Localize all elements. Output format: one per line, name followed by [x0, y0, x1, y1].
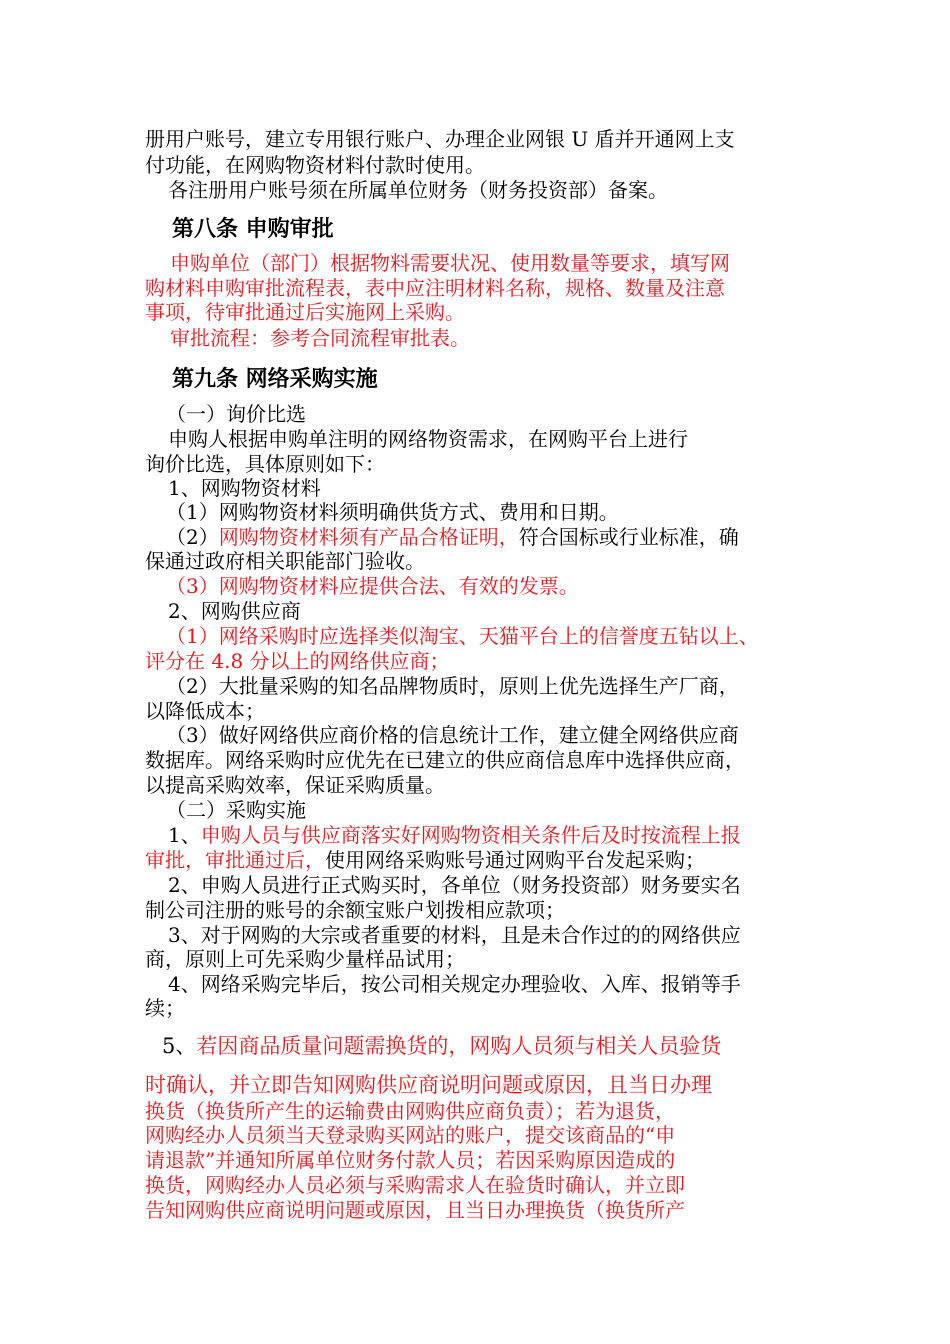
- paragraph-line: 以提高采购效率，保证采购质量。: [145, 773, 445, 797]
- paragraph-line: （2）大批量采购的知名品牌物质时，原则上优先选择生产厂商，: [166, 674, 739, 698]
- paragraph-line: 事项，待审批通过后实施网上采购。: [145, 300, 465, 324]
- paragraph-line: 以降低成本；: [145, 699, 265, 723]
- paragraph-line: 保通过政府相关职能部门验收。: [145, 549, 425, 573]
- paragraph-line: 册用户账号，建立专用银行账户、办理企业网银 U 盾并开通网上支: [145, 127, 735, 151]
- paragraph-line: [168, 822, 741, 848]
- text-span: 若因商品质量问题需换货的，网购人员须与相关人员验货: [196, 1034, 722, 1058]
- paragraph-line: 3、对于网购的大宗或者重要的材料，且是未合作过的的网络供应: [168, 923, 741, 947]
- paragraph-line: 付功能，在网购物资材料付款时使用。: [145, 153, 485, 177]
- paragraph-line: [162, 1033, 721, 1059]
- paragraph-line: 续；: [145, 996, 185, 1020]
- paragraph-line: 2、网购供应商: [168, 599, 301, 623]
- paragraph-line: 时确认，并立即告知网购供应商说明问题或原因，且当日办理: [145, 1073, 712, 1097]
- paragraph-line: [166, 524, 739, 550]
- paragraph-line: 网购经办人员须当天登录购买网站的账户，提交该商品的“申: [145, 1123, 676, 1147]
- paragraph-line: （一）询价比选: [166, 402, 306, 426]
- paragraph-line: 请退款”并通知所属单位财务付款人员；若因采购原因造成的: [145, 1148, 676, 1172]
- paragraph-line: [145, 847, 705, 873]
- section-heading-article-9: 第九条 网络采购实施: [172, 367, 378, 392]
- paragraph-line: 4、网络采购完毕后，按公司相关规定办理验收、入库、报销等手: [168, 972, 741, 996]
- paragraph-line: 2、申购人员进行正式购买时，各单位（财务投资部）财务要实名: [168, 873, 741, 897]
- text-span: 网购物资材料须有产品合格证明，: [218, 525, 519, 549]
- section-heading-article-8: 第八条 申购审批: [172, 217, 334, 242]
- paragraph-line: 告知网购供应商说明问题或原因，且当日办理换货（换货所产: [145, 1198, 685, 1222]
- paragraph-line: 评分在 4.8 分以上的网络供应商；: [145, 649, 450, 673]
- paragraph-line: 制公司注册的账号的余额宝账户划拨相应款项；: [145, 898, 565, 922]
- paragraph-line: （二）采购实施: [166, 798, 306, 822]
- text-span: 审批，审批通过后，: [145, 848, 325, 872]
- paragraph-line: 审批流程：参考合同流程审批表。: [170, 326, 470, 350]
- paragraph-line: 换货，网购经办人员必须与采购需求人在验货时确认，并立即: [145, 1173, 685, 1197]
- paragraph-line: 申购人根据申购单注明的网络物资需求，在网购平台上进行: [168, 427, 688, 451]
- text-span: 符合国标或行业标准，确: [518, 525, 739, 549]
- text-span: （2）: [166, 525, 219, 549]
- paragraph-line: （1）网购物资材料须明确供货方式、费用和日期。: [166, 500, 619, 524]
- text-span: 申购人员与供应商落实好网购物资相关条件后及时按流程上报: [200, 823, 741, 847]
- text-span: 5、: [162, 1034, 197, 1058]
- paragraph-line: 购材料申购审批流程表，表中应注明材料名称，规格、数量及注意: [145, 276, 725, 300]
- paragraph-line: 申购单位（部门）根据物料需要状况、使用数量等要求，填写网: [170, 251, 730, 275]
- paragraph-line: 1、网购物资材料: [168, 476, 321, 500]
- paragraph-line: （1）网络采购时应选择类似淘宝、天猫平台上的信誉度五钻以上、: [166, 624, 759, 648]
- paragraph-line: 换货（换货所产生的运输费由网购供应商负责）；若为退货，: [145, 1099, 675, 1123]
- paragraph-line: 商，原则上可先采购少量样品试用；: [145, 947, 465, 971]
- text-span: 1、: [168, 823, 201, 847]
- paragraph-line: 数据库。网络采购时应优先在已建立的供应商信息库中选择供应商，: [145, 748, 745, 772]
- paragraph-line: 询价比选，具体原则如下：: [145, 452, 385, 476]
- paragraph-line: 各注册用户账号须在所属单位财务（财务投资部）备案。: [168, 178, 668, 202]
- paragraph-line: （3）网购物资材料应提供合法、有效的发票。: [166, 574, 579, 598]
- text-span: 使用网络采购账号通过网购平台发起采购；: [325, 848, 705, 872]
- paragraph-line: （3）做好网络供应商价格的信息统计工作，建立健全网络供应商: [166, 723, 739, 747]
